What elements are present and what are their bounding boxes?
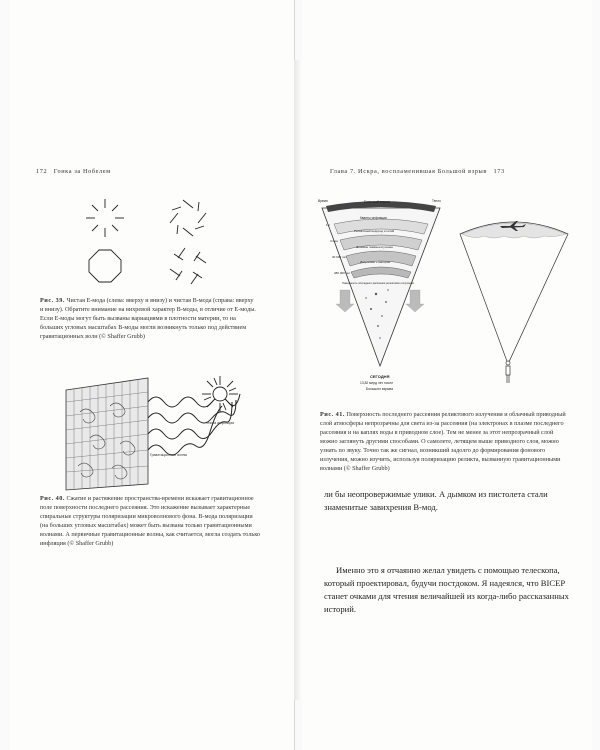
band-hydrogen: Реликтовый водород и гелий — [354, 229, 395, 233]
left-page-number: 172 — [36, 168, 48, 175]
left-running-head: Гонка за Нобелем — [53, 168, 111, 175]
sky-cone-outline — [460, 222, 568, 364]
year-mark-1: 1 с — [326, 223, 331, 227]
band-quanta: Кванты инфляции — [360, 216, 387, 220]
bmode-swirl-pattern — [170, 200, 206, 236]
axis-time-label: Время — [318, 199, 328, 203]
figure-39-emode-bmode — [80, 196, 220, 288]
left-page-header — [36, 168, 111, 175]
book-gutter — [294, 60, 302, 700]
figure-41-sky-cone — [454, 216, 574, 396]
figure-41-universe-cone — [316, 194, 446, 404]
year-mark-2: 3 мин — [330, 239, 338, 243]
emode-ring-pattern — [89, 250, 121, 282]
today-age: 13,82 млрд лет после — [360, 381, 394, 385]
figure-40-caption-text: Сжатие и растяжение пространства-времени искажает гравитационное поле поверхности последнего рассеяния. Это искажение вызывает характерные спиральные структуры поляризации микроволнового фона. В-мода поляризации (на больших угловых масштабах) может быть вызвана только гравитационными волнами. А первичные гравитационные волны, как считается, могла создать только инфляция (© Shaffer Grubb) — [40, 495, 261, 547]
band-radiation-matter: Излучение + материя — [360, 260, 391, 264]
right-running-head: Глава 7. Искра, воспламенившая Большой взрыв — [330, 168, 487, 175]
figure-40-label: Рис. 40. — [40, 495, 65, 502]
band-last-scattering: Поверхность последнего рассеяния реликтового излучения — [342, 282, 414, 285]
right-page-header — [330, 168, 505, 175]
year-mark-4: 380 000 лет — [334, 271, 351, 275]
axis-heat-label: Тепло — [432, 199, 441, 203]
figure-40-gravitational-waves — [62, 372, 274, 490]
figure-39-caption — [40, 296, 258, 341]
figure-41-label: Рис. 41. — [320, 411, 345, 418]
figure-41-caption — [320, 410, 572, 473]
paragraph-2: Именно это я отчаянно желал увидеть с помощью телескопа, который проектировал, будучи постдоком. Я надеялся, что BICEP станет очками для чтения величайшей из когда-либо рассказанных историй. — [324, 565, 569, 614]
figure-39-caption-text: Чистая Е-мода (слева: вверху и внизу) и чистая В-мода (справа: вверху и внизу). Обратите внимание на вихревой характер В-моды, в отличие от Е-моды. Если Е-моды могут быть вызваны вариациями в плотности материи, то на больших угловых масштабах В-моды могли возникнуть только под действием гравитационных волн (© Shaffer Grubb) — [40, 297, 256, 340]
band-gamma: Фоновое гамма-излучение — [356, 245, 393, 249]
emode-radial-pattern — [86, 199, 124, 237]
last-scattering-grid — [66, 378, 148, 490]
year-mark-3: 30 000 лет — [332, 255, 347, 259]
today-after: Большого взрыва — [366, 387, 393, 391]
figure-41-caption-text: Поверхность последнего рассеяния реликтового излучения и облачный приводный слой атмосферы непрозрачны для света из-за рассеяния (на электронах в плазме последнего рассеяния и на каплях воды в приводном слое). Тем не менее за этот непрозрачный слой можно заглянуть другими способами. О самолете, летящем выше приводного слоя, можно узнать по звуку. Точно так же сигнал, возникший задолго до формирования фонового излучения, можно изучить, используя поляризацию реликта, вызванную гравитационными волнами (© Shaffer Grubb) — [320, 411, 566, 472]
today-label: СЕГОДНЯ — [370, 374, 390, 379]
big-bang-label: Большой взрыв — [364, 200, 391, 204]
label-gravitational-waves: Гравитационные волны — [150, 453, 188, 457]
bmode-pinwheel-pattern — [170, 248, 206, 284]
figure-40-caption — [40, 494, 260, 548]
figure-39-label: Рис. 39. — [40, 297, 65, 304]
right-page-number: 173 — [493, 168, 505, 175]
paragraph-1: ли бы неопровержимые улики. А дымком из пистолета стали знаменитые завихрения В-мод. — [324, 489, 548, 512]
person-figure — [506, 361, 510, 383]
label-inflation-epoch: Эпоха инфляции — [206, 421, 235, 425]
inflation-burst — [202, 376, 238, 412]
